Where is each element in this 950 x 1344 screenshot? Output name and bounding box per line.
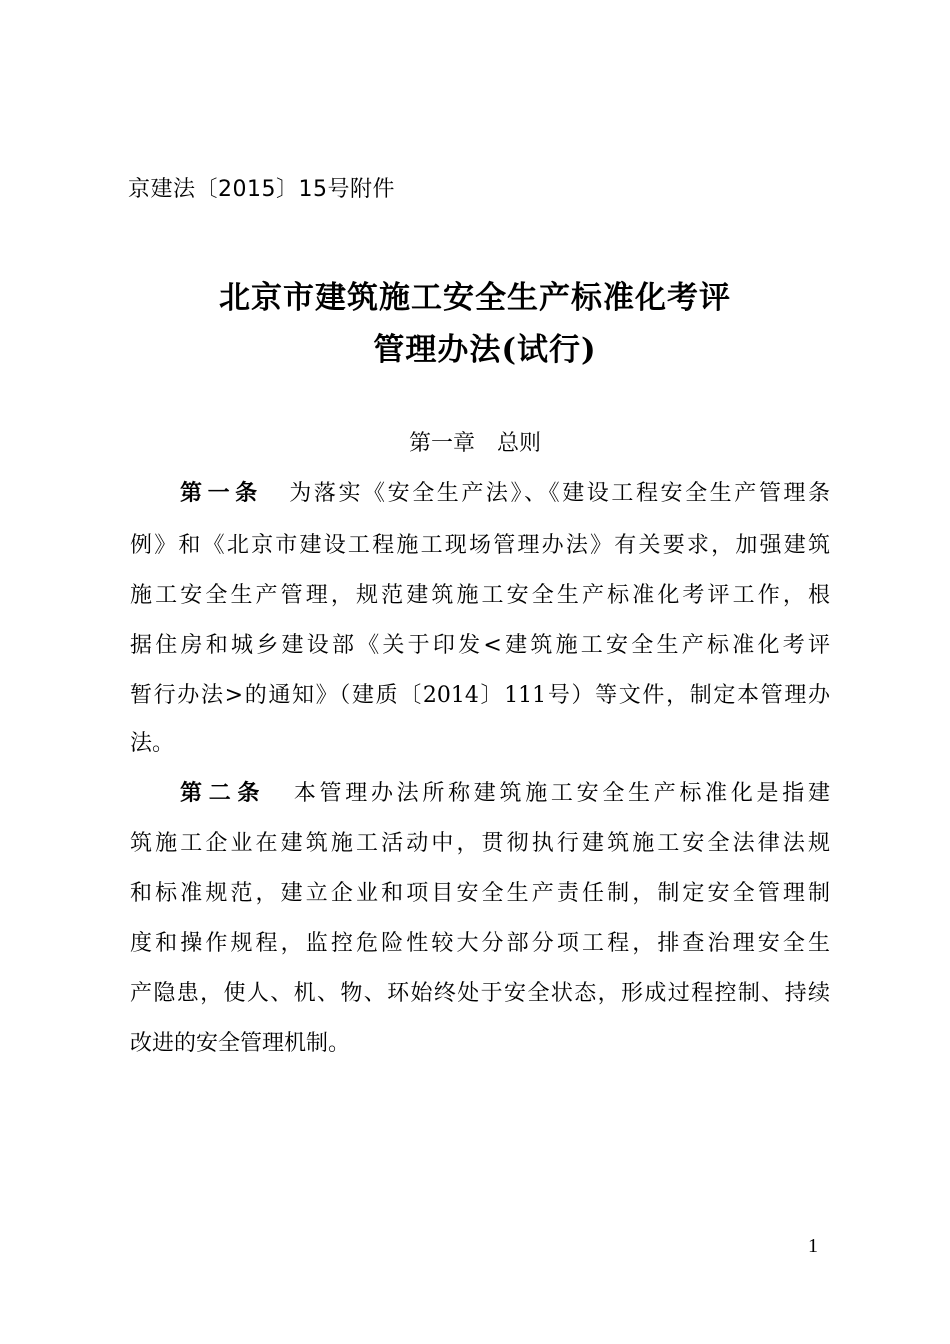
article-2-label: 第二条 [180,781,267,806]
article-2-line-6: 改进的安全管理机制。 [130,1031,351,1056]
article-2-line-2: 筑施工企业在建筑施工活动中，贯彻执行建筑施工安全法律法规 [130,831,830,856]
article-2-line-3: 和标准规范，建立企业和项目安全生产责任制，制定安全管理制 [130,881,830,906]
article-1-text: 为落实《安全生产法》、《建设工程安全生产管理条 [286,481,830,506]
article-1-label: 第一条 [180,481,263,506]
chapter-heading: 第一章 总则 [408,431,541,456]
page-number: 1 [808,1235,818,1257]
article-2-line-5: 产隐患，使人、机、物、环始终处于安全状态，形成过程控制、持续 [130,981,830,1006]
document-title-line-1: 北京市建筑施工安全生产标准化考评 [219,280,731,316]
article-1-line-4: 据住房和城乡建设部《关于印发<建筑施工安全生产标准化考评 [130,633,830,658]
article-1-line-3: 施工安全生产管理，规范建筑施工安全生产标准化考评工作，根 [130,583,830,608]
article-2-line-4: 度和操作规程，监控危险性较大分部分项工程，排查治理安全生 [130,931,830,956]
article-1-line-1 [180,476,830,512]
article-1-line-6: 法。 [130,731,175,756]
document-reference: 京建法〔2015〕15号附件 [128,177,395,202]
article-1-line-5: 暂行办法>的通知》（建质〔2014〕111号）等文件，制定本管理办 [130,683,830,708]
article-2-text: 本管理办法所称建筑施工安全生产标准化是指建 [290,781,830,806]
article-1-line-2: 例》和《北京市建设工程施工现场管理办法》有关要求，加强建筑 [130,533,830,558]
article-2-line-1 [180,776,830,812]
document-title-line-2: 管理办法(试行) [373,332,597,368]
